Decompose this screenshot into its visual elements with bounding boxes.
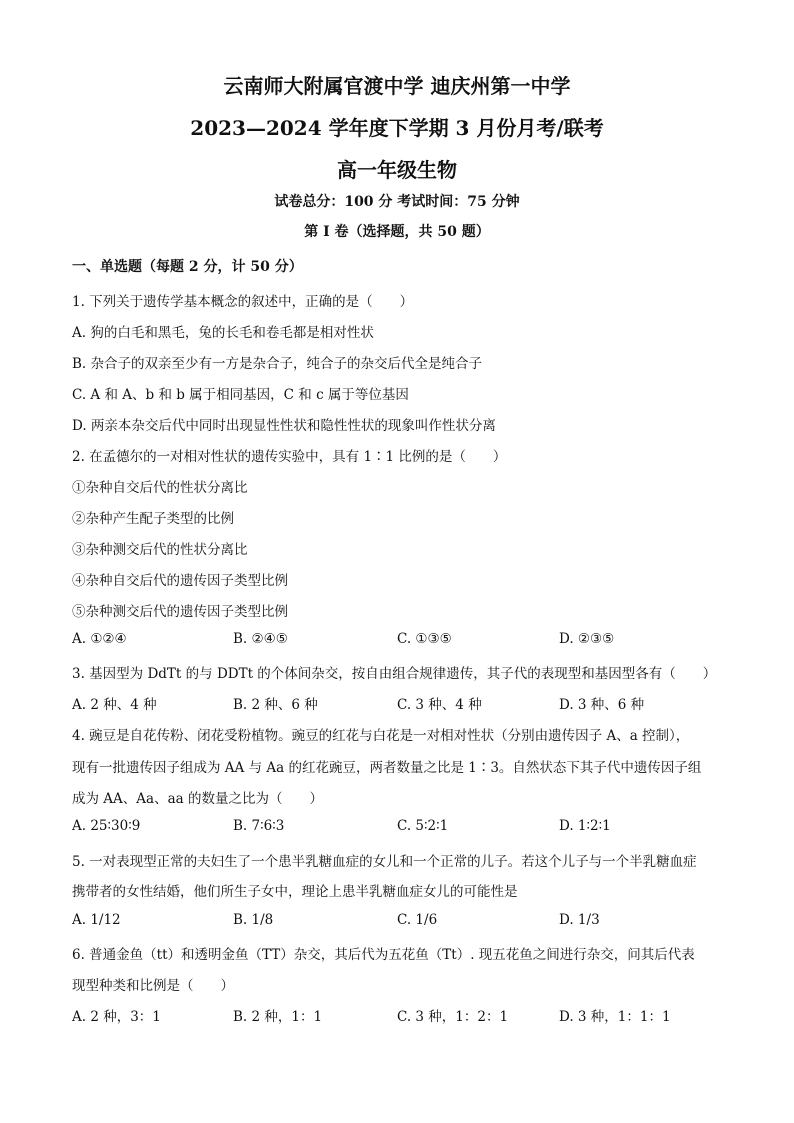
- question-stem: ②杂种产生配子类型的比例: [72, 511, 234, 527]
- option-a: A. 25∶30∶9: [72, 818, 141, 834]
- question-stem: 2. 在孟德尔的一对相对性状的遗传实验中，具有 1∶1 比例的是（ ）: [72, 449, 507, 465]
- option-d: D. 3 种，1：1：1: [559, 1009, 671, 1025]
- question-stem: 现有一批遗传因子组成为 AA 与 Aa 的红花豌豆，两者数量之比是 1∶3。自然状态下其子代中遗传因子组: [72, 760, 702, 776]
- subject-title: 高一年级生物: [337, 158, 457, 182]
- option-c: C. 3 种、4 种: [397, 697, 482, 713]
- option-b: B. 2 种，1：1: [233, 1009, 323, 1025]
- options-row: [72, 912, 732, 932]
- question-stem: 现型种类和比例是（ ）: [72, 978, 234, 994]
- option-b: B. ②④⑤: [233, 631, 288, 647]
- options-row: [72, 818, 732, 838]
- question-stem: 5. 一对表现型正常的夫妇生了一个患半乳糖血症的女儿和一个正常的儿子。若这个儿子与一个半乳糖血症: [72, 854, 697, 870]
- question-stem: 3. 基因型为 DdTt 的与 DDTt 的个体间杂交，按自由组合规律遗传，其子代的表现型和基因型各有（ ）: [72, 666, 717, 682]
- exam-info: 试卷总分：100 分 考试时间：75 分钟: [274, 194, 520, 210]
- school-names: 云南师大附属官渡中学 迪庆州第一中学: [223, 74, 571, 98]
- option-c: C. ①③⑤: [397, 631, 452, 647]
- question-stem: 1. 下列关于遗传学基本概念的叙述中，正确的是（ ）: [72, 294, 414, 310]
- option-d: D. 1∶2∶1: [559, 818, 611, 834]
- options-row: [72, 1005, 732, 1025]
- question-stem: 4. 豌豆是自花传粉、闭花受粉植物。豌豆的红花与白花是一对相对性状（分别由遗传因子 A、a 控制），: [72, 728, 690, 744]
- option-b: B. 7∶6∶3: [233, 818, 285, 834]
- option-c: C. 3 种，1：2：1: [397, 1009, 509, 1025]
- option-a: A. 1/12: [72, 912, 121, 928]
- part-title: 第 I 卷（选择题，共 50 题）: [304, 224, 490, 240]
- option-line: B. 杂合子的双亲至少有一方是杂合子，纯合子的杂交后代全是纯合子: [72, 356, 483, 372]
- option-a: A. 2 种、4 种: [72, 697, 157, 713]
- option-b: B. 1/8: [233, 912, 274, 928]
- question-stem: ③杂种测交后代的性状分离比: [72, 542, 248, 558]
- option-d: D. 1/3: [559, 912, 600, 928]
- option-d: D. ②③⑤: [559, 631, 615, 647]
- option-b: B. 2 种、6 种: [233, 697, 318, 713]
- question-stem: 6. 普通金鱼（tt）和透明金鱼（TT）杂交，其后代为五花鱼（Tt）. 现五花鱼之间进行杂交，问其后代表: [72, 947, 695, 963]
- option-a: A. ①②④: [72, 631, 127, 647]
- option-c: C. 5∶2∶1: [397, 818, 449, 834]
- options-row: [72, 631, 732, 651]
- options-row: [72, 693, 732, 713]
- question-stem: ④杂种自交后代的遗传因子类型比例: [72, 573, 288, 589]
- question-stem: ①杂种自交后代的性状分离比: [72, 480, 248, 496]
- option-line: D. 两亲本杂交后代中同时出现显性性状和隐性性状的现象叫作性状分离: [72, 418, 496, 434]
- question-stem: 成为 AA、Aa、aa 的数量之比为（ ）: [72, 791, 323, 807]
- option-a: A. 2 种，3：1: [72, 1009, 161, 1025]
- option-line: C. A 和 A、b 和 b 属于相同基因，C 和 c 属于等位基因: [72, 387, 409, 403]
- exam-title: 2023—2024 学年度下学期 3 月份月考/联考: [190, 116, 604, 140]
- option-line: A. 狗的白毛和黑毛，兔的长毛和卷毛都是相对性状: [72, 325, 374, 341]
- option-c: C. 1/6: [397, 912, 438, 928]
- question-stem: ⑤杂种测交后代的遗传因子类型比例: [72, 604, 288, 620]
- option-d: D. 3 种、6 种: [559, 697, 645, 713]
- section-title: 一、单选题（每题 2 分，计 50 分）: [72, 259, 303, 275]
- question-stem: 携带者的女性结婚，他们所生子女中，理论上患半乳糖血症女儿的可能性是: [72, 884, 518, 900]
